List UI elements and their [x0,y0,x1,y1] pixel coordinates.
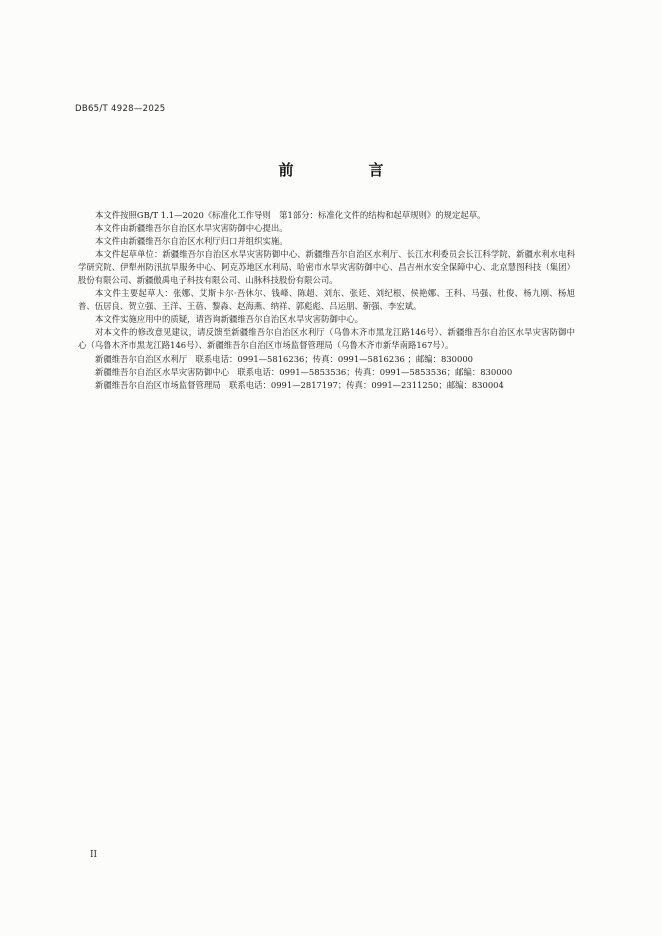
contact-disaster-prevention-center: 新疆维吾尔自治区水旱灾害防御中心 联系电话：0991—5853536；传真：0991—5853536；邮编：830000 [95,366,513,377]
document-code: DB65/T 4928—2025 [75,104,166,114]
paragraph-drafting-basis: 本文件按照GB/T 1.1—2020《标准化工作导则 第1部分：标准化文件的结构和起草规则》的规定起草。 [95,210,486,220]
page-title: 前 言 [278,161,414,179]
page-number: II [90,850,98,860]
contact-market-regulation-bureau: 新疆维吾尔自治区市场监督管理局 联系电话：0991—2817197；传真：0991—2311250；邮编：830004 [95,379,504,390]
paragraph-inquiry: 本文件实施应用中的质疑，请咨询新疆维吾尔自治区水旱灾害防御中心。 [95,314,363,325]
foreword-body [78,209,575,392]
paragraph-drafters: 本文件主要起草人：张娜、艾斯卡尔·吾休尔、钱峰、陈超、刘东、张廷、刘纪根、侯艳娜、王科、马强、杜俊、杨九刚、杨旭普、伍居良、贺立强、王洋、王蓓、黎淼、赵海燕、纳祥、郭彪彪、吕运朋、靳强、李宏斌。 [78,288,575,312]
paragraph-proposer: 本文件由新疆维吾尔自治区水旱灾害防御中心提出。 [95,223,288,234]
paragraph-administrator: 本文件由新疆维吾尔自治区水利厅归口并组织实施。 [95,236,288,247]
paragraph-drafting-units: 本文件起草单位：新疆维吾尔自治区水旱灾害防御中心、新疆维吾尔自治区水利厅、长江水利委员会长江科学院、新疆水利水电科学研究院、伊犁州防汛抗旱服务中心、阿克苏地区水利局、哈密市水旱灾害防御中心、昌吉州水安全保障中心、北京慧图科技（集团）股份有限公司、新疆傲禹电子科技有限公司、山脉科技股份有限公司。 [78,249,575,286]
contact-water-resources-dept: 新疆维吾尔自治区水利厅 联系电话：0991—5816236；传真：0991—5816236 ；邮编：830000 [95,353,473,364]
paragraph-feedback: 对本文件的修改意见建议，请反馈至新疆维吾尔自治区水利厅（乌鲁木齐市黑龙江路146号）、新疆维吾尔自治区水旱灾害防御中心（乌鲁木齐市黑龙江路146号）、新疆维吾尔自治区市场监督管理局（乌鲁木齐市新华南路167号）。 [78,327,575,351]
